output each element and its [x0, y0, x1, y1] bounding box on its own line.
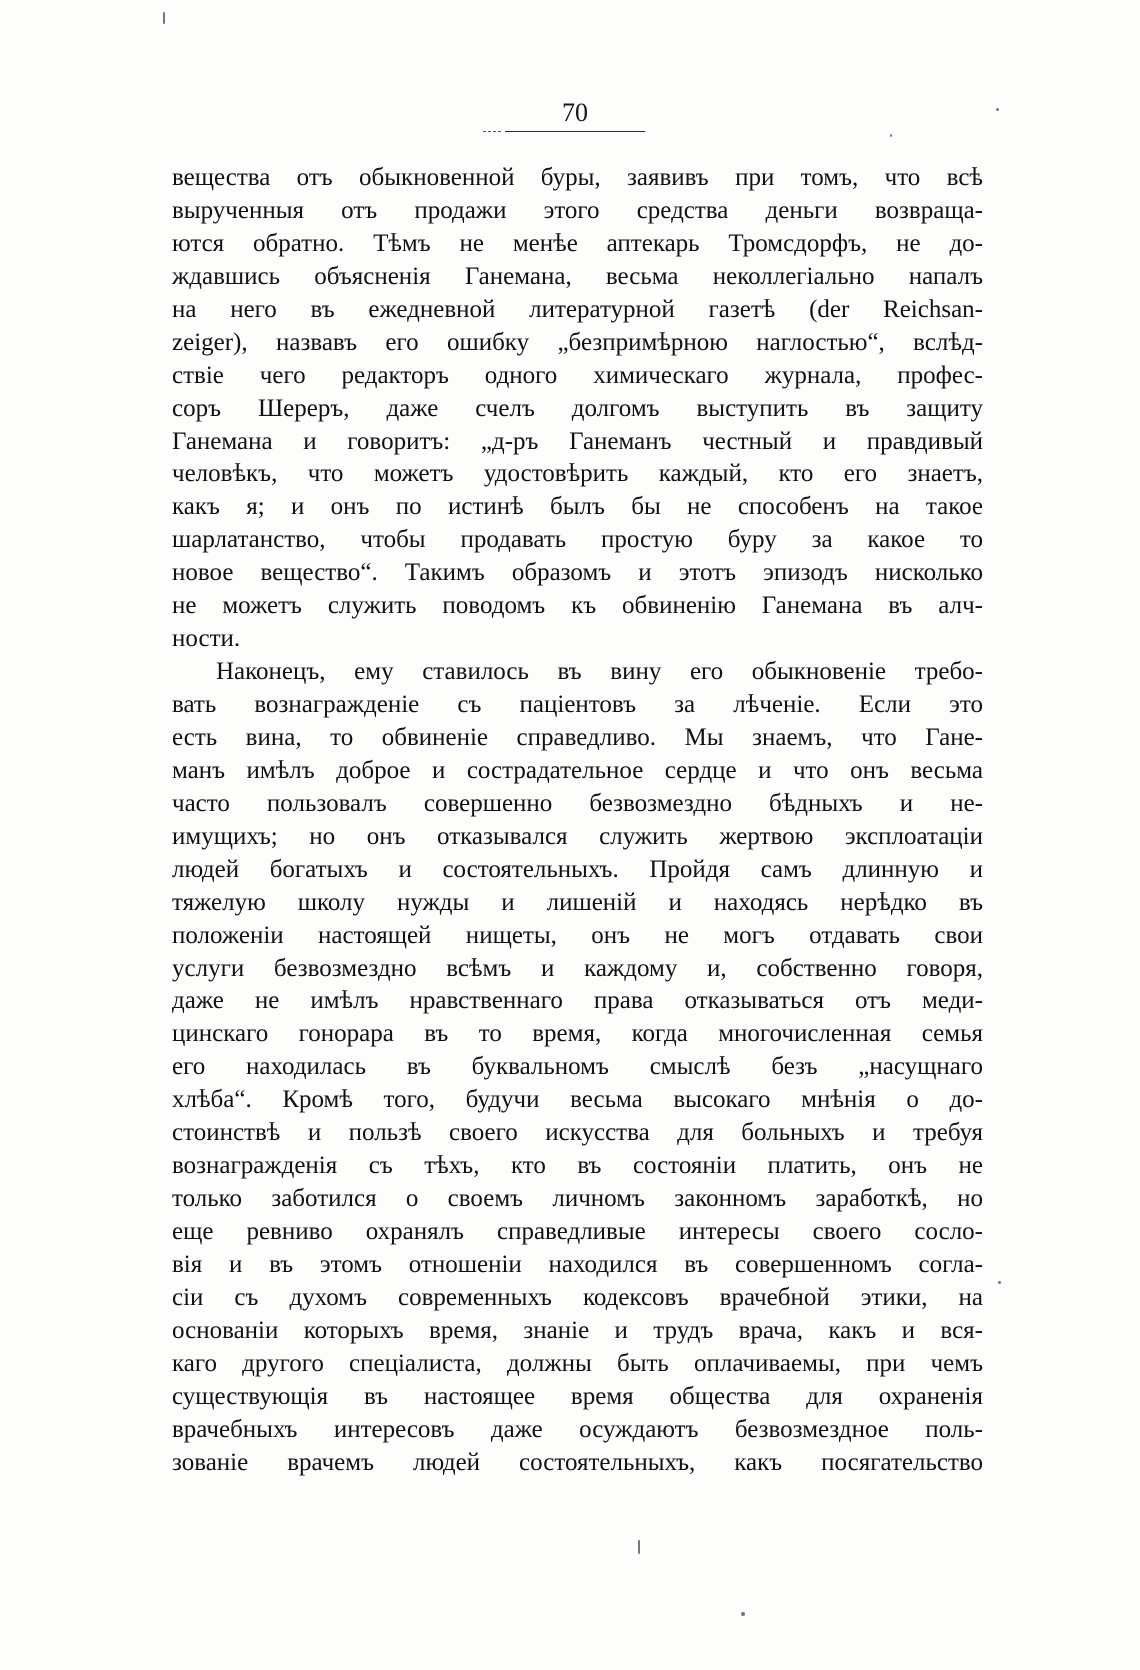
text-line: какъ я; и онъ по истинѣ былъ бы не способенъ на такое [172, 493, 983, 521]
text-line: вещества отъ обыкновенной буры, заявивъ при томъ, что всѣ [172, 164, 983, 191]
text-line: на него въ ежедневной литературной газетѣ (der Reichsan- [172, 295, 983, 323]
text-line: Наконецъ, ему ставилось въ вину его обыкновеніе требо- [216, 658, 983, 686]
paragraph-2 [172, 656, 983, 1479]
page-number: 70 [562, 98, 588, 127]
text-line: имущихъ; но онъ отказывался служить жертвою эксплоатаціи [172, 822, 983, 850]
text-line: стоинствѣ и пользѣ своего искусства для больныхъ и требуя [172, 1119, 983, 1147]
text-line: шарлатанство, чтобы продавать простую буру за какое то [172, 526, 983, 554]
text-line: даже не имѣлъ нравственнаго права отказываться отъ меди- [172, 987, 983, 1015]
text-line: есть вина, то обвиненіе справедливо. Мы знаемъ, что Гане- [172, 723, 983, 751]
text-line: вать вознагражденіе съ паціентовъ за лѣченіе. Если это [172, 691, 983, 718]
text-line: сіи съ духомъ современныхъ кодексовъ врачебной этики, на [172, 1283, 983, 1311]
text-line: вырученныя отъ продажи этого средства деньги возвраща- [172, 196, 983, 224]
text-line: тяжелую школу нужды и лишеній и находясь нерѣдко въ [172, 888, 983, 916]
text-line: цинскаго гонорара въ то время, когда многочисленная семья [172, 1020, 983, 1048]
text-line: только заботился о своемъ личномъ законномъ заработкѣ, но [172, 1185, 983, 1213]
scan-speck [998, 1281, 1001, 1284]
text-line: ности. [172, 625, 241, 653]
scan-speck [890, 134, 892, 137]
text-line: зованіе врачемъ людей состоятельныхъ, какъ посягательство [172, 1448, 983, 1476]
header-rule-dash [483, 131, 501, 132]
text-line: соръ Шереръ, даже счелъ долгомъ выступить въ защиту [172, 394, 983, 422]
text-line: услуги безвозмездно всѣмъ и каждому и, собственно говоря, [172, 954, 983, 982]
text-line: манъ имѣлъ доброе и сострадательное сердце и что онъ весьма [172, 756, 983, 784]
text-line: не можетъ служить поводомъ къ обвиненію Ганемана въ алч- [172, 592, 983, 620]
paragraph-1 [172, 162, 983, 656]
scan-speck [638, 1540, 640, 1554]
text-line: существующія въ настоящее время общества для охраненія [172, 1382, 983, 1410]
text-line: вія и въ этомъ отношеніи находился въ совершенномъ согла- [172, 1250, 983, 1278]
text-line: человѣкъ, что можетъ удостовѣрить каждый, кто его знаетъ, [172, 460, 983, 488]
header-rule [505, 131, 645, 132]
text-line: врачебныхъ интересовъ даже осуждаютъ безвозмездное поль- [172, 1415, 983, 1443]
text-line: основаніи которыхъ время, знаніе и трудъ врача, какъ и вся- [172, 1316, 983, 1344]
page-header [505, 98, 645, 128]
scan-speck [741, 1612, 745, 1616]
text-line: ждавшись объясненія Ганемана, весьма неколлегіально напалъ [172, 262, 983, 290]
scan-speck [163, 12, 165, 24]
scan-speck [996, 108, 999, 111]
text-line: новое вещество“. Такимъ образомъ и этотъ эпизодъ нисколько [172, 559, 983, 587]
text-line: Ганемана и говоритъ: „д-ръ Ганеманъ честный и правдивый [172, 427, 983, 455]
text-line: его находилась въ буквальномъ смыслѣ безъ „насущнаго [172, 1053, 983, 1081]
text-line: часто пользовалъ совершенно безвозмездно бѣдныхъ и не- [172, 789, 983, 817]
text-line: zeiger), назвавъ его ошибку „безпримѣрною наглостью“, вслѣд- [172, 328, 983, 356]
text-line: ются обратно. Тѣмъ не менѣе аптекарь Тромсдорфъ, не до- [172, 229, 983, 257]
body-text [172, 162, 983, 1480]
text-line: вознагражденія съ тѣхъ, кто въ состояніи платить, онъ не [172, 1152, 983, 1180]
text-line: каго другого спеціалиста, должны быть оплачиваемы, при чемъ [172, 1349, 983, 1377]
text-line: людей богатыхъ и состоятельныхъ. Пройдя самъ длинную и [172, 855, 983, 883]
text-line: хлѣба“. Кромѣ того, будучи весьма высокаго мнѣнія о до- [172, 1086, 983, 1114]
text-line: еще ревниво охранялъ справедливые интересы своего сосло- [172, 1218, 983, 1245]
text-line: положеніи настоящей нищеты, онъ не могъ отдавать свои [172, 921, 983, 949]
text-line: ствіе чего редакторъ одного химическаго журнала, профес- [172, 361, 983, 389]
